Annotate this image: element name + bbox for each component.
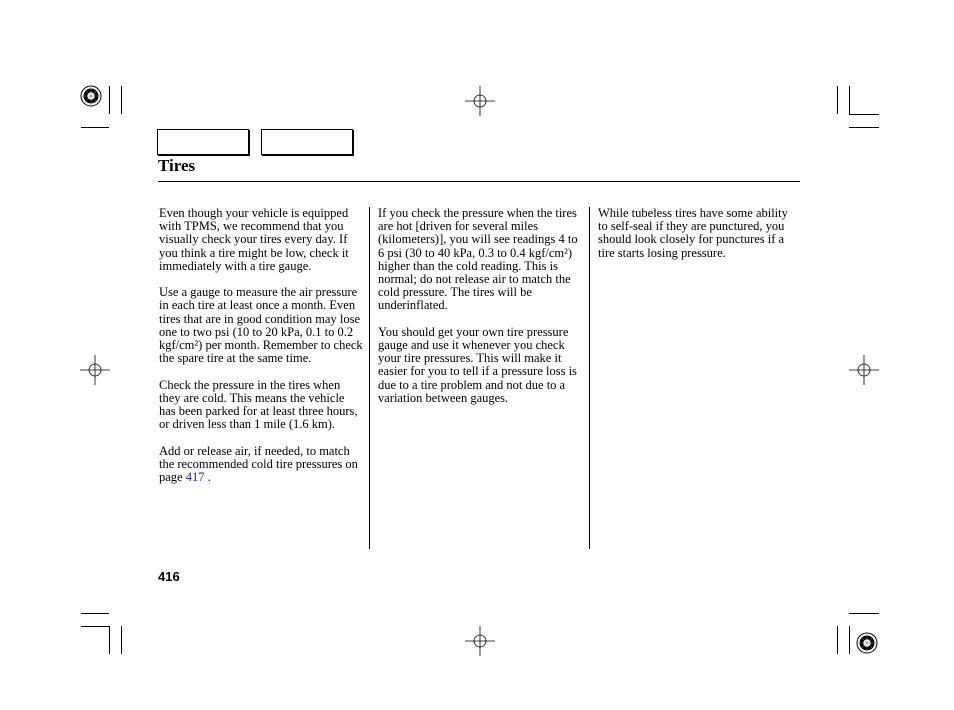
column-divider xyxy=(369,207,370,549)
registration-crosshair-icon xyxy=(465,626,495,656)
paragraph: While tubeless tires have some ability to self-seal if they are punctured, you should look closely for punctures if a tire starts losing pressure. xyxy=(598,206,788,260)
crop-mark xyxy=(121,626,122,654)
paragraph: Check the pressure in the tires when they are cold. This means the vehicle has been parked for at least three hours, or driven less than 1 mile (1.6 km). xyxy=(159,377,358,432)
nav-tab-previous[interactable] xyxy=(157,129,249,155)
registration-dial-icon xyxy=(80,85,102,107)
registration-crosshair-icon xyxy=(80,355,110,385)
title-divider xyxy=(158,181,800,182)
crop-mark xyxy=(81,613,109,614)
crop-mark xyxy=(849,114,879,115)
crop-mark xyxy=(81,626,109,627)
paragraph-text: Add or release air, if needed, to match the recommended cold tire pressures on page xyxy=(159,443,358,485)
crop-mark xyxy=(837,86,838,114)
paragraph-text: . xyxy=(204,470,211,485)
page-reference-link[interactable]: 417 xyxy=(185,470,205,485)
paragraph: If you check the pressure when the tires are hot [driven for several miles (kilometers)], you will see readings 4 to 6 psi (30 to 40 kPa, 0.3 to 0.4 kgf/cm²) higher than the cold reading. This is normal; do not release air to match the cold pressure. The tires will be underinflated. xyxy=(378,206,578,313)
crop-mark xyxy=(849,626,850,654)
nav-tab-next[interactable] xyxy=(261,129,353,155)
paragraph: You should get your own tire pressure gauge and use it whenever you check your tire pressures. This will make it easier for you to tell if a pressure loss is due to a tire problem and not due to a variation between gauges. xyxy=(378,324,577,405)
crop-mark xyxy=(109,626,110,654)
registration-crosshair-icon xyxy=(849,355,879,385)
crop-mark xyxy=(849,127,879,128)
registration-dial-icon xyxy=(856,632,878,654)
paragraph: Even though your vehicle is equipped with TPMS, we recommend that you visually check your tires every day. If you think a tire might be low, check it immediately with a tire gauge. xyxy=(159,206,349,273)
crop-mark xyxy=(81,127,109,128)
column-divider xyxy=(589,207,590,549)
registration-crosshair-icon xyxy=(465,86,495,116)
paragraph xyxy=(159,445,364,485)
page-title: Tires xyxy=(158,156,196,175)
crop-mark xyxy=(849,613,879,614)
paragraph: Use a gauge to measure the air pressure in each tire at least once a month. Even tires that are in good condition may lose one to two psi (10 to 20 kPa, 0.1 to 0.2 kgf/cm²) per month. Remember to check the spare tire at the same time. xyxy=(159,285,363,366)
text-column-1 xyxy=(159,207,364,497)
text-column-2 xyxy=(378,207,583,418)
crop-mark xyxy=(837,626,838,654)
crop-mark xyxy=(109,86,110,114)
page-number: 416 xyxy=(158,569,180,584)
crop-mark xyxy=(849,86,850,114)
crop-mark xyxy=(121,86,122,114)
text-column-3 xyxy=(598,207,798,273)
